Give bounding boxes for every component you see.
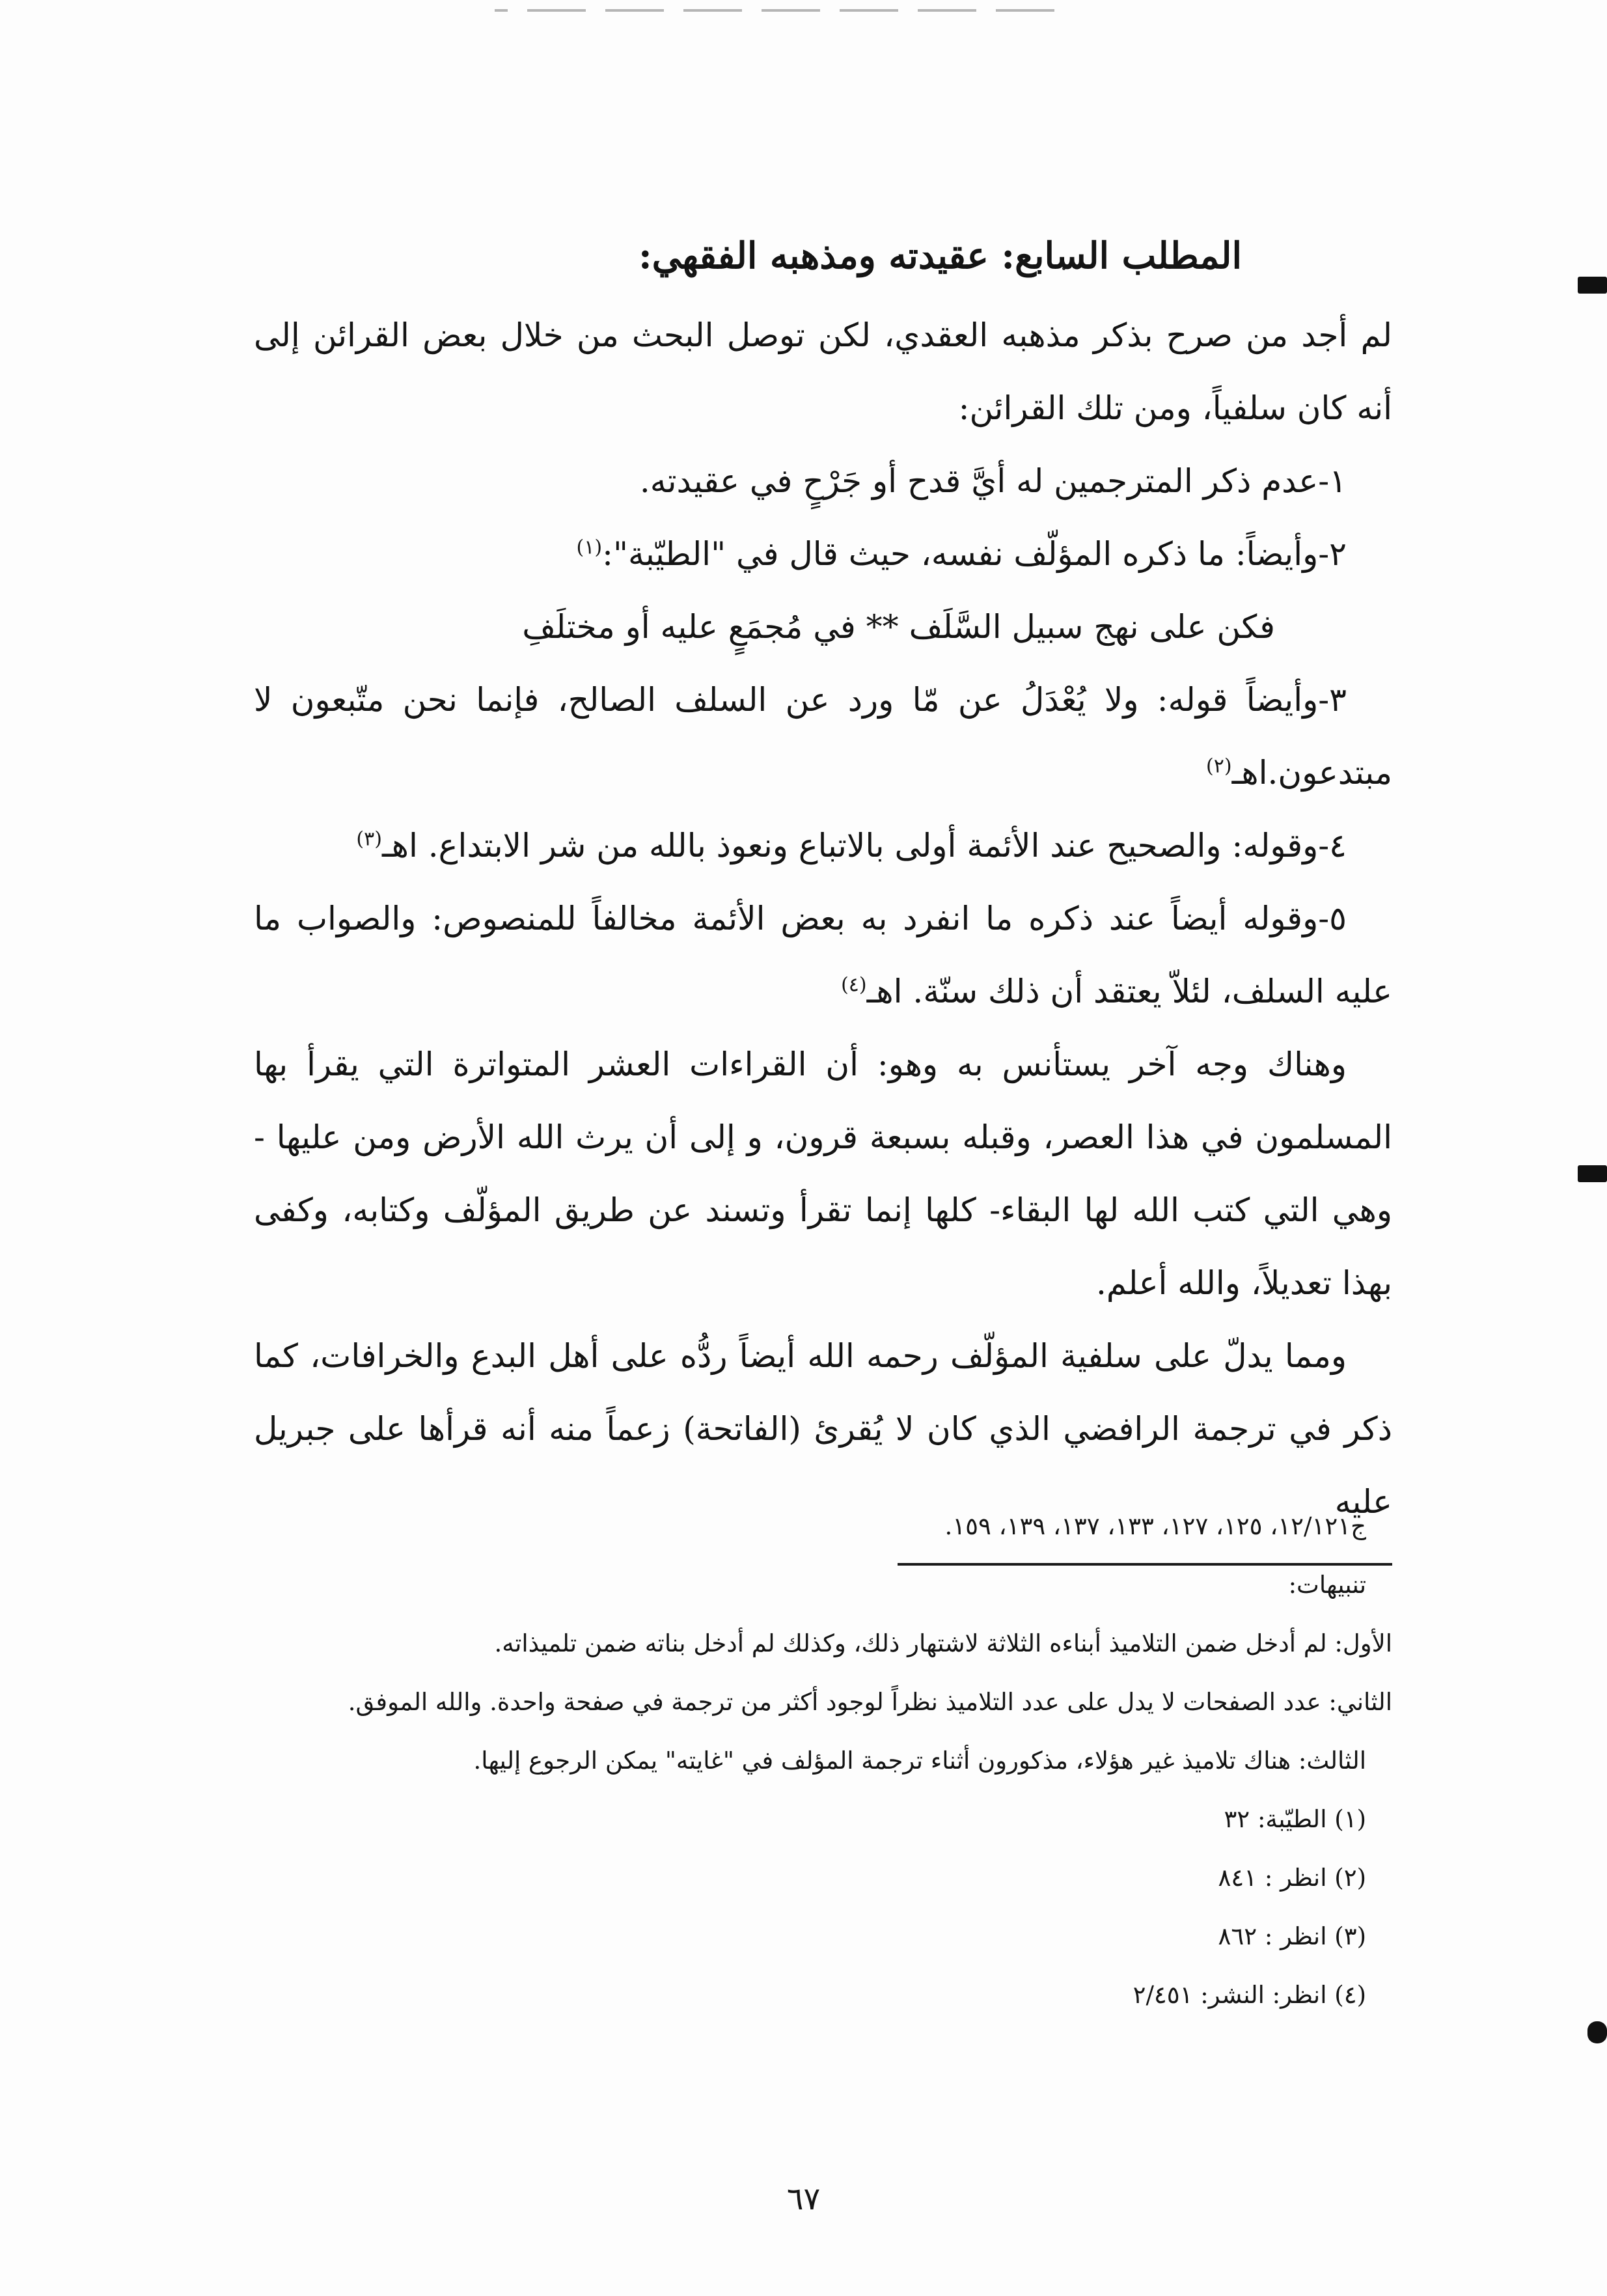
footnotes [254, 1497, 1392, 2025]
paragraph-intro: لم أجد من صرح بذكر مذهبه العقدي، لكن توصل البحث من خلال بعض القرائن إلى أنه كان سلفياً، ومن تلك القرائن: [254, 316, 1392, 427]
scan-top-dashes [495, 9, 1054, 12]
footnote-2: (٢) انظر : ٨٤١ [1218, 1864, 1366, 1892]
footnote-ref-4: (٤) [841, 973, 867, 997]
list-item-3-text: ٣-وأيضاً قوله: ولا يُعْدَلُ عن مّا ورد عن السلف الصالح، فإنما نحن متّبعون لا مبتدعون.اهـ [254, 680, 1392, 792]
scan-margin-mark [1578, 1165, 1607, 1182]
main-text [254, 228, 1392, 1566]
paragraph-readings: وهناك وجه آخر يستأنس به وهو: أن القراءات العشر المتواترة التي يقرأ بها المسلمون في هذا العصر، وقبله بسبعة قرون، و إلى أن يرث الله الأرض ومن عليها - وهي التي كتب الله لها البقاء- كلها إنما تقرأ وتسند عن طريق المؤلّف وكتابه، وكفى بهذا تعديلاً، والله أعلم. [254, 1045, 1392, 1302]
footnote-4: (٤) انظر: النشر: ٢/٤٥١ [1133, 1981, 1366, 2009]
footnote-ref-3: (٣) [356, 827, 382, 851]
list-item-4-text: ٤-وقوله: والصحيح عند الأئمة أولى بالاتباع ونعوذ بالله من شر الابتداع. اهـ [381, 826, 1347, 864]
paragraph-refutation: ومما يدلّ على سلفية المؤلّف رحمه الله أيضاً ردُّه على أهل البدع والخرافات، كما ذكر في ترجمة الرافضي الذي كان لا يُقرئ (الفاتحة) زعماً منه أنه قرأها على جبريل عليه [254, 1336, 1392, 1521]
notes-label: تنبيهات: [1288, 1571, 1366, 1599]
list-item-2 [254, 518, 1392, 590]
page-number: ٦٧ [786, 2181, 821, 2217]
list-item-3 [254, 663, 1392, 809]
note-first: الأول: لم أدخل ضمن التلاميذ أبناءه الثلاثة لاشتهار ذلك، وكذلك لم أدخل بناته ضمن تلميذاته. [494, 1629, 1392, 1657]
footnote-continued: ج١٢/١٢١، ١٢٥، ١٢٧، ١٣٣، ١٣٧، ١٣٩، ١٥٩. [944, 1512, 1366, 1540]
list-item-5 [254, 882, 1392, 1028]
list-item-1: ١-عدم ذكر المترجمين له أيَّ قدح أو جَرْحٍ في عقيدته. [639, 462, 1347, 500]
footnote-3: (٣) انظر : ٨٦٢ [1218, 1922, 1366, 1950]
scan-margin-mark [1578, 277, 1607, 294]
list-item-4 [254, 809, 1392, 882]
section-heading: المطلب السابع: عقيدته ومذهبه الفقهي: [638, 234, 1243, 277]
list-item-5-text: ٥-وقوله أيضاً عند ذكره ما انفرد به بعض الأئمة مخالفاً للمنصوص: والصواب ما عليه السلف، لئلاّ يعتقد أن ذلك سنّة. اهـ [254, 899, 1392, 1010]
footnote-ref-2: (٢) [1206, 754, 1232, 778]
note-third: الثالث: هناك تلاميذ غير هؤلاء، مذكورون أثناء ترجمة المؤلف في "غايته" يمكن الرجوع إليها. [473, 1747, 1366, 1775]
footnote-ref-1: (١) [576, 536, 603, 559]
poetry-verse: فكن على نهج سبيل السَّلَف ** في مُجمَعٍ عليه أو مختلَفِ [522, 607, 1275, 646]
list-item-2-text: ٢-وأيضاً: ما ذكره المؤلّف نفسه، حيث قال في "الطيّبة": [602, 534, 1347, 573]
note-second: الثاني: عدد الصفحات لا يدل على عدد التلاميذ نظراً لوجود أكثر من ترجمة في صفحة واحدة. والله الموفق. [348, 1688, 1392, 1716]
scan-margin-mark [1587, 2021, 1607, 2043]
footnote-1: (١) الطيّبة: ٣٢ [1224, 1805, 1366, 1833]
